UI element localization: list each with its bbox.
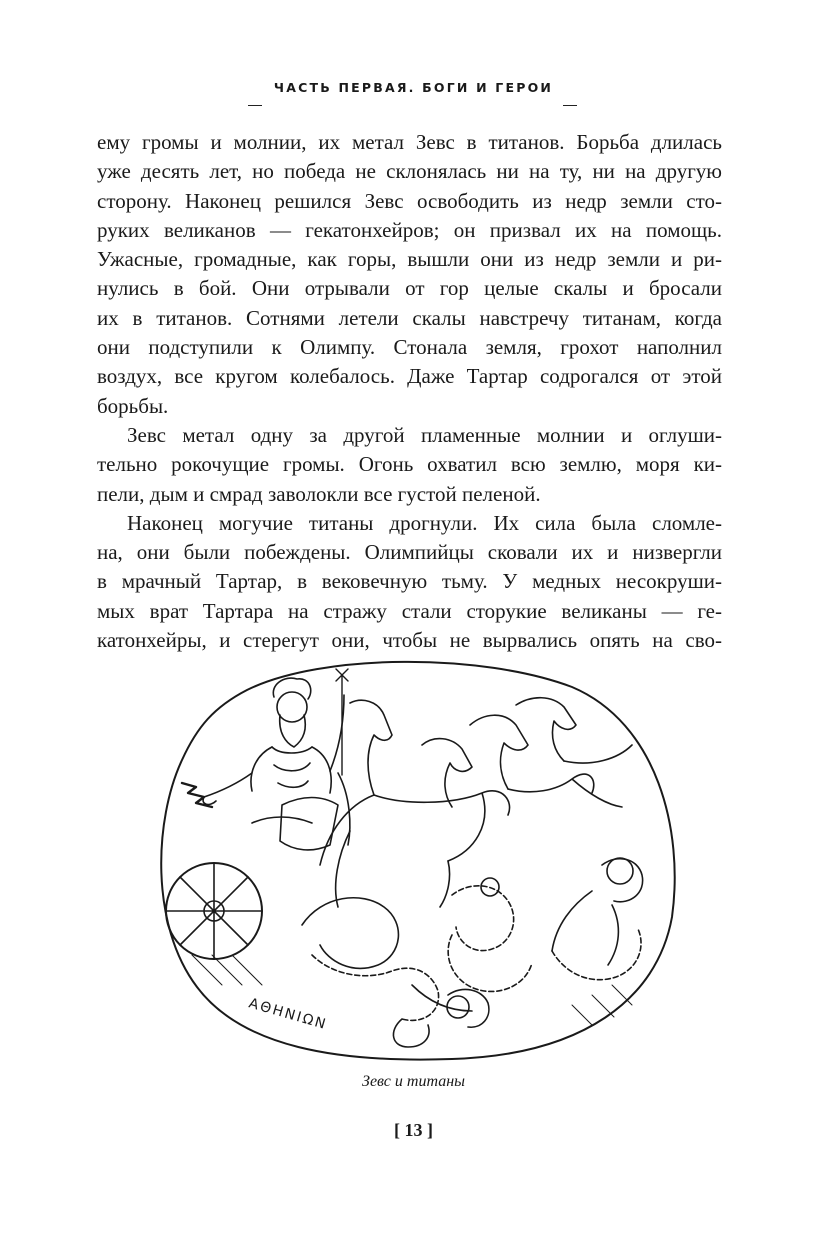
ground-hatching — [192, 955, 632, 1025]
zeus-and-titans-engraving — [152, 655, 684, 1065]
head-rule-right — [563, 105, 577, 106]
text-line: на, они были побеждены. Олимпийцы сковали их и низвергли — [97, 540, 722, 565]
text-line: сторону. Наконец решился Зевс освободить из недр земли сто- — [97, 188, 722, 213]
text-line: Наконец могучие титаны дрогнули. Их сила была сломле- — [127, 510, 722, 535]
page-number: [ 13 ] — [394, 1120, 433, 1140]
text-line: Зевс метал одну за другой пламенные молнии и оглуши- — [127, 422, 722, 447]
engraver-signature: ΑΘΗΝΙΩΝ — [246, 995, 330, 1034]
text-line: мых врат Тартара на стражу стали сторукие великаны — ге- — [97, 598, 722, 623]
text-line: руких великанов — гекатонхейров; он призвал их на помощь. — [97, 217, 722, 242]
chariot — [166, 798, 338, 960]
horses — [320, 698, 632, 907]
text-line: они подступили к Олимпу. Стонала земля, грохот наполнил — [97, 335, 722, 360]
text-line: ему громы и молнии, их метал Зевс в титанов. Борьба длилась — [97, 130, 722, 154]
gem-frame — [161, 662, 674, 1060]
text-line: нулись в бой. Они отрывали от гор целые скалы и бросали — [97, 276, 722, 301]
text-line: тельно рокочущие громы. Огонь охватил всю землю, моря ки- — [97, 452, 722, 477]
text-line: катонхейры, и стерегут они, чтобы не вырвались опять на сво- — [97, 628, 722, 653]
body-text — [97, 128, 722, 655]
text-line: пели, дым и смрад заволокли все густой пеленой. — [97, 481, 541, 506]
text-line: борьбы. — [97, 393, 169, 418]
head-rule-left — [248, 105, 262, 106]
text-line: в мрачный Тартар, в вековечную тьму. У медных несокруши- — [97, 569, 722, 594]
figure-caption: Зевс и титаны — [362, 1073, 465, 1090]
text-line: их в титанов. Сотнями летели скалы навстречу титанам, когда — [97, 305, 722, 330]
running-head: ЧАСТЬ ПЕРВАЯ. БОГИ И ГЕРОИ — [273, 80, 554, 95]
text-line: Ужасные, громадные, как горы, вышли они из недр земли и ри- — [97, 247, 722, 272]
titans — [302, 858, 643, 1047]
text-line: уже десять лет, но победа не склонялась ни на ту, ни на другую — [97, 159, 722, 184]
text-line: воздух, все кругом колебалось. Даже Тартар содрогался от этой — [97, 364, 722, 389]
